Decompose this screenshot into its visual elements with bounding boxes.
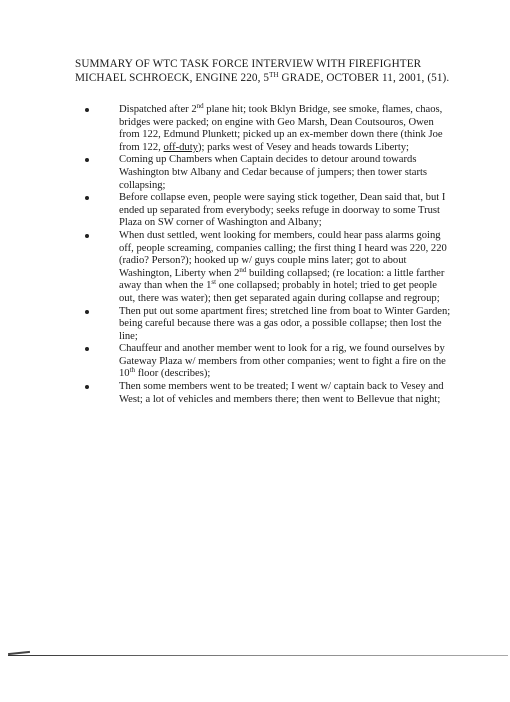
- item-text: Dispatched after 2: [119, 104, 197, 115]
- item-text: When dust settled, went looking for members, could hear pass alarms going off, people screaming, companies calling; the first thing I heard was 220, 220 (radio? Person?); hooked up w/ guys couple mins later; got to about Washington, Liberty when 2: [119, 229, 447, 279]
- item-superscript: nd: [239, 265, 247, 274]
- bullet-icon: [85, 310, 89, 314]
- document-title: [75, 57, 455, 85]
- item-superscript: nd: [196, 102, 204, 110]
- list-item: [85, 230, 455, 306]
- list-item: [85, 343, 455, 381]
- list-item: [85, 154, 455, 192]
- bullet-icon: [85, 347, 89, 351]
- list-item: [85, 192, 455, 230]
- bullet-icon: [85, 234, 89, 238]
- summary-list: [85, 104, 455, 406]
- item-superscript: st: [211, 278, 217, 287]
- item-text: building collapsed; (re location: a little farther away than when the 1: [119, 267, 445, 292]
- item-underlined-text: off-duty: [163, 141, 198, 153]
- item-text: floor (describes);: [135, 368, 211, 380]
- item-text: ); parks west of Vesey and heads towards Liberty;: [197, 141, 410, 153]
- bullet-icon: [85, 158, 89, 162]
- item-text: plane hit; took Bklyn Bridge, see smoke, flames, chaos, bridges were packed; on engine with Geo Marsh, Dean Coutsouros, Owen from 122, Edmund Plunkett; picked up an ex-member down there (think Joe from 122,: [119, 104, 443, 153]
- bullet-icon: [85, 385, 89, 389]
- list-item: [85, 104, 455, 154]
- title-text: SUMMARY OF WTC TASK FORCE INTERVIEW WITH FIREFIGHTER MICHAEL SCHROECK, ENGINE 220, 5: [75, 58, 422, 84]
- bullet-icon: [85, 108, 89, 112]
- item-text: one collapsed; probably in hotel; tried to get people out, there was water); then get separated again during collapse and regroup;: [119, 280, 440, 304]
- item-text: Then put out some apartment fires; stretched line from boat to Winter Garden; being careful because there was a gas odor, a possible collapse; then lost the line;: [119, 305, 451, 342]
- scan-edge-line: [8, 655, 508, 656]
- item-text: Before collapse even, people were saying stick together, Dean said that, but I ended up separated from everybody; seeks refuge in doorway to some Trust Plaza on SW corner of Washington and Albany;: [119, 192, 446, 229]
- item-text: Coming up Chambers when Captain decides to detour around towards Washington btw Albany and Cedar because of jumpers; then tower starts collapsing;: [119, 154, 428, 191]
- title-superscript: TH: [269, 71, 279, 79]
- item-text: Chauffeur and another member went to look for a rig, we found ourselves by Gateway Plaza w/ members from other companies; went to fight a fire on the 10: [119, 343, 446, 380]
- title-text-end: GRADE, OCTOBER 11, 2001, (51).: [278, 72, 450, 84]
- list-item: [85, 306, 455, 344]
- bullet-icon: [85, 196, 89, 200]
- item-text: Then some members went to be treated; I went w/ captain back to Vesey and West; a lot of vehicles and members there; then went to Bellevue that night;: [119, 381, 444, 405]
- item-superscript: th: [129, 366, 136, 375]
- list-item: [85, 381, 455, 406]
